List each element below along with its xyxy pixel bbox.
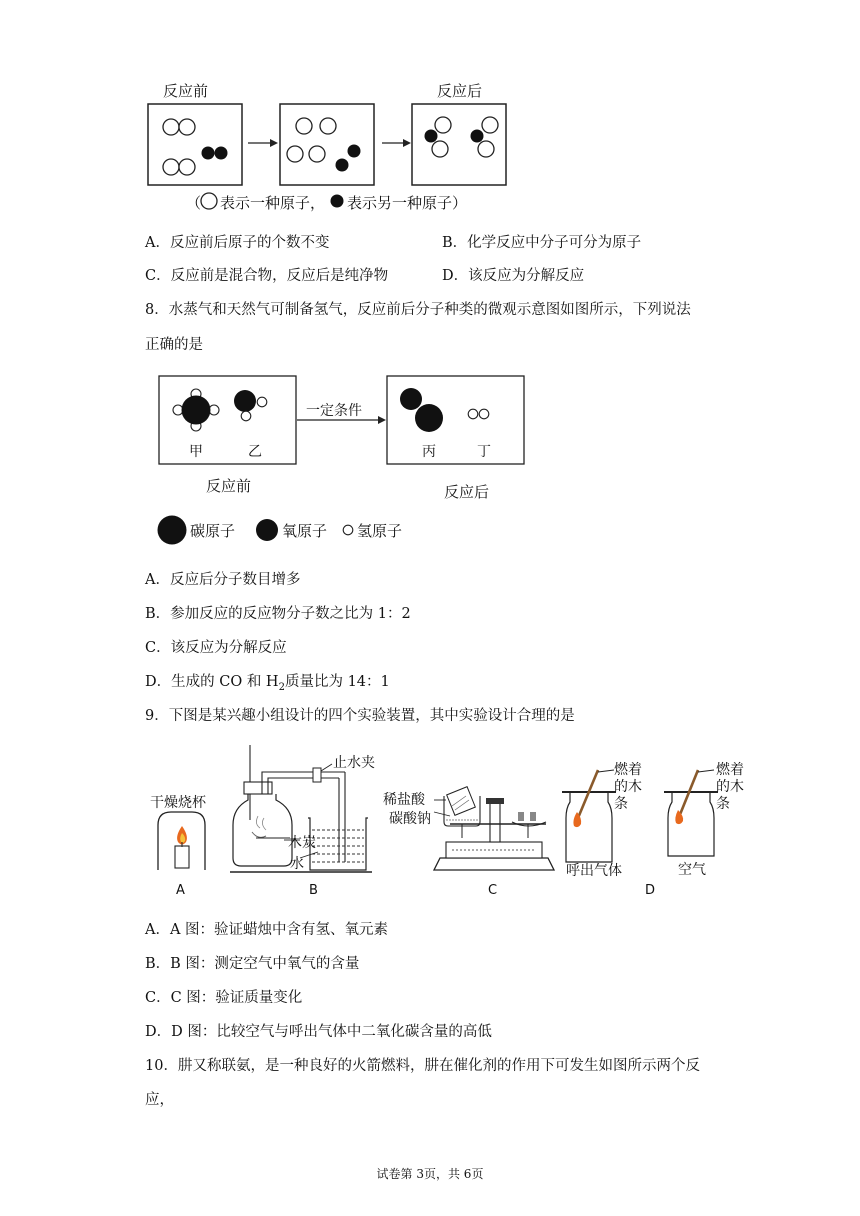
- q9-letter-d: D: [645, 883, 656, 898]
- q9-d-right-stick-line3: 条: [716, 796, 730, 812]
- q9-d-left-stick-line3: 条: [614, 796, 628, 812]
- q8-stem-line2: 正确的是: [145, 337, 203, 353]
- fig7-before-label: 反应前: [163, 82, 209, 100]
- q9-letter-b: B: [309, 883, 318, 898]
- q8-option-d-prefix: D．生成的 CO 和 H: [145, 674, 279, 690]
- q9-stem: 9．下图是某兴趣小组设计的四个实验装置，其中实验设计合理的是: [145, 708, 575, 724]
- q9-d-right-stick-line2: 的木: [716, 779, 744, 795]
- q8-option-c: C．该反应为分解反应: [145, 640, 287, 656]
- q8-option-b: B．参加反应的反应物分子数之比为 1：2: [145, 606, 411, 622]
- q7-option-c: C．反应前是混合物，反应后是纯净物: [145, 268, 389, 284]
- q9-b-charcoal-label: 木炭: [288, 835, 316, 851]
- q8-after-label: 反应后: [444, 483, 490, 501]
- q9-option-d: D．D 图：比较空气与呼出气体中二氧化碳含量的高低: [145, 1024, 492, 1040]
- q8-stem-line1: 8．水蒸气和天然气可制备氢气，反应前后分子种类的微观示意图如图所示，下列说法: [145, 302, 691, 318]
- q8-label-ding: 丁: [477, 444, 491, 460]
- q9-option-a: A．A 图：验证蜡烛中含有氢、氧元素: [145, 922, 389, 938]
- q9-d-left-stick-line2: 的木: [614, 779, 642, 795]
- q9-b-water-label: 水: [290, 856, 304, 872]
- q7-option-d: D．该反应为分解反应: [442, 268, 585, 284]
- q9-d-right-stick-label: [716, 762, 744, 813]
- q10-stem-line2: 应，: [145, 1092, 174, 1108]
- q8-before-label: 反应前: [206, 477, 252, 495]
- q9-d-right-stick-line1: 燃着: [716, 762, 744, 778]
- page-footer: 试卷第 3页，共 6页: [376, 1167, 484, 1181]
- q8-condition-label: 一定条件: [306, 403, 362, 419]
- q8-legend-carbon: 碳原子: [190, 522, 236, 540]
- q9-d-right-gas-label: 空气: [678, 862, 706, 878]
- fig7-legend-part2: 表示另一种原子）: [347, 194, 468, 212]
- q9-option-c: C．C 图：验证质量变化: [145, 990, 303, 1006]
- q9-d-left-gas-label: 呼出气体: [566, 863, 622, 879]
- q8-label-jia: 甲: [189, 444, 203, 460]
- q9-d-left-stick-label: [614, 762, 642, 813]
- q8-label-bing: 丙: [422, 444, 436, 460]
- q9-option-b: B．B 图：测定空气中氧气的含量: [145, 956, 360, 972]
- q7-option-b: B．化学反应中分子可分为原子: [442, 235, 642, 251]
- q7-option-a: A．反应前后原子的个数不变: [145, 235, 330, 251]
- q9-letter-a: A: [176, 883, 185, 898]
- q9-c-acid-label: 稀盐酸: [383, 792, 425, 808]
- q8-option-a: A．反应后分子数目增多: [145, 572, 301, 588]
- q10-stem-line1: 10．肼又称联氨，是一种良好的火箭燃料，肼在催化剂的作用下可发生如图所示两个反: [145, 1058, 700, 1074]
- q8-legend-oxygen: 氧原子: [282, 522, 328, 540]
- q9-d-left-stick-line1: 燃着: [614, 762, 642, 778]
- fig7-legend-part1: 表示一种原子，: [220, 194, 326, 212]
- q8-option-d-suffix: 质量比为 14：1: [284, 674, 390, 690]
- q8-option-d-subscript: 2: [278, 681, 285, 693]
- fig7-after-label: 反应后: [437, 82, 483, 100]
- q8-legend-hydrogen: 氢原子: [357, 522, 403, 540]
- fig7-legend-open: （: [186, 194, 202, 212]
- q9-c-carbonate-label: 碳酸钠: [389, 811, 431, 827]
- q9-a-beaker-label: 干燥烧杯: [150, 795, 206, 811]
- q9-b-clamp-label: 止水夹: [333, 755, 375, 771]
- q9-letter-c: C: [488, 883, 498, 898]
- q8-label-yi: 乙: [248, 444, 262, 460]
